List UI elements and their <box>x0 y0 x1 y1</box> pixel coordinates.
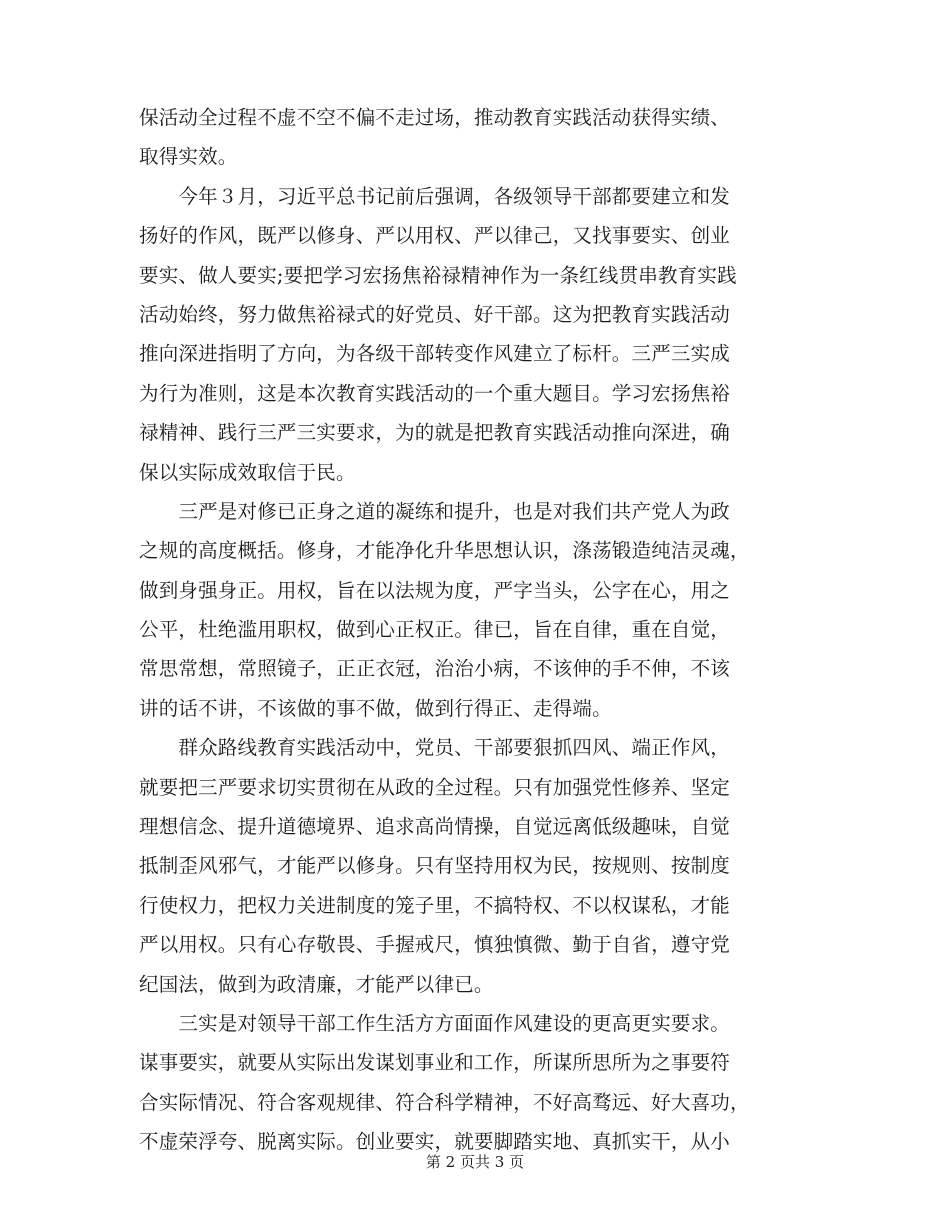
text-line: 谋事要实，就要从实际出发谋划事业和工作，所谋所思所为之事要符 <box>139 1051 731 1075</box>
text-line: 活动始终，努力做焦裕禄式的好党员、好干部。这为把教育实践活动 <box>139 302 731 326</box>
text-line: 合实际情况、符合客观规律、符合科学精神，不好高骛远、好大喜功， <box>139 1090 750 1114</box>
text-line: 讲的话不讲，不该做的事不做，做到行得正、走得端。 <box>139 696 612 720</box>
document-body <box>139 98 811 1162</box>
page-footer: 第 2 页共 3 页 <box>425 1153 525 1171</box>
text-line: 群众路线教育实践活动中，党员、干部要狠抓四风、端正作风， <box>139 736 731 760</box>
text-line: 今年３月，习近平总书记前后强调，各级领导干部都要建立和发 <box>139 184 731 208</box>
text-line: 行使权力，把权力关进制度的笼子里，不搞特权、不以权谋私，才能 <box>139 893 731 917</box>
text-line: 保活动全过程不虚不空不偏不走过场，推动教育实践活动获得实绩、 <box>139 106 731 129</box>
text-line: 理想信念、提升道德境界、追求高尚情操，自觉远离低级趣味，自觉 <box>139 815 731 839</box>
text-line: 保以实际成效取信于民。 <box>139 460 356 484</box>
text-line: 禄精神、践行三严三实要求，为的就是把教育实践活动推向深进，确 <box>139 421 731 445</box>
text-line: 公平，杜绝滥用职权，做到心正权正。律已，旨在自律，重在自觉， <box>139 618 731 642</box>
text-line: 三实是对领导干部工作生活方方面面作风建设的更高更实要求。 <box>139 1011 731 1035</box>
text-line: 抵制歪风邪气，才能严以修身。只有坚持用权为民，按规则、按制度 <box>139 854 731 878</box>
text-line: 为行为准则，这是本次教育实践活动的一个重大题目。学习宏扬焦裕 <box>139 381 731 405</box>
text-line: 扬好的作风，既严以修身、严以用权、严以律己，又找事要实、创业 <box>139 224 731 248</box>
text-line: 常思常想，常照镜子，正正衣冠，治治小病，不该伸的手不伸，不该 <box>139 657 731 681</box>
text-line: 严以用权。只有心存敬畏、手握戒尺，慎独慎微、勤于自省，遵守党 <box>139 933 731 957</box>
text-line: 推向深进指明了方向，为各级干部转变作风建立了标杆。三严三实成 <box>139 342 731 366</box>
text-line: 之规的高度概括。修身，才能净化升华思想认识，涤荡锻造纯洁灵魂， <box>139 539 750 563</box>
text-line: 不虚荣浮夸、脱离实际。创业要实，就要脚踏实地、真抓实干，从小 <box>139 1130 731 1154</box>
text-line: 纪国法，做到为政清廉，才能严以律已。 <box>139 972 494 996</box>
text-line: 做到身强身正。用权，旨在以法规为度，严字当头，公字在心，用之 <box>139 578 731 602</box>
text-line: 取得实效。 <box>139 145 238 169</box>
text-line: 就要把三严要求切实贯彻在从政的全过程。只有加强党性修养、坚定 <box>139 775 731 799</box>
text-line: 要实、做人要实;要把学习宏扬焦裕禄精神作为一条红线贯串教育实践 <box>139 263 737 287</box>
text-line: 三严是对修已正身之道的凝练和提升，也是对我们共产党人为政 <box>139 499 731 523</box>
